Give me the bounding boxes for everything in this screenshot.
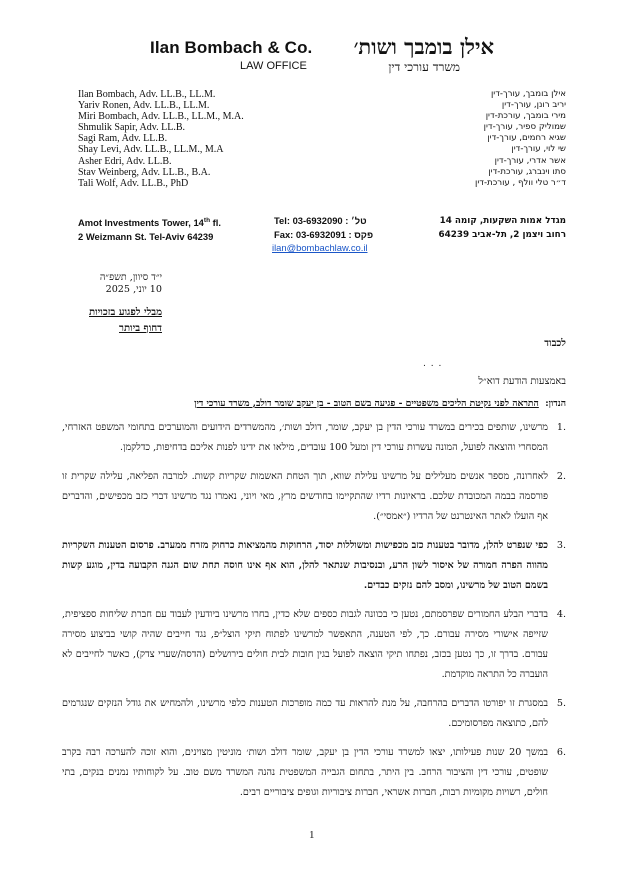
paragraph-number: .5 [556,698,566,709]
lawyers-list-en [78,89,244,189]
lawyer-en: Yariv Ronen, Adv. LL.B., LL.M. [78,100,210,112]
paragraph [62,536,566,596]
paragraph [62,605,566,685]
lawyer-en: Ilan Bombach, Adv. LL.B., LL.M. [78,89,216,100]
paragraph [62,743,566,803]
address-en-line2: 2 Weizmann St. Tel-Aviv 64239 [78,231,214,243]
paragraph-text: כפי שנפרט להלן, מדובר בטענות כזב מכפישות ומשוללות יסוד, הרחוקות מהמציאות כרחוק מזרח ממערב. פרסום הטענות השקריות מהווה הפרה חמורה של איסור לשון הרע, ובנסיבות שנתאר להלן, הוא אף אינו חוסה תחת שום הגנה הקבועה בדין, מוגע קשות בשמם הטוב של מרשינו, ומסב להם נזקים כבדים. [62,540,548,591]
lawyer-he: שי לוי, עורך-דין [511,144,566,155]
lawyers-list-he [475,89,566,189]
stamp-without-prejudice: מבלי לפגוע בזכויות [89,307,162,318]
address-he-line2: רחוב ויצמן 2, תל-אביב 64239 [438,230,566,240]
firm-name-he: אילן בומבך ושות׳ [353,34,494,59]
subject-label: הנדון: [545,398,566,409]
address-en [78,214,221,244]
subject-content: התראה לפני נקיטת הליכים משפטיים - פגיעה בשם הטוב - בן יעקב שומר דולב, משרד עורכי דין [194,398,539,409]
lawyer-en: Shmulik Sapir, Adv. LL.B. [78,122,186,134]
firm-name-en: Ilan Bombach & Co. [150,38,313,57]
paragraph-number: .3 [556,540,566,551]
stamp-urgent: דחוף ביותר [119,323,162,334]
address-en-line1: Amot Investments Tower, 14th fl. [78,217,221,229]
to-line: לכבוד [544,338,566,349]
lawyer-he: שמוליק ספיר, עורך-דין [483,122,566,133]
paragraph [62,694,566,734]
gregorian-date: 10 יוני, 2025 [105,284,162,295]
subject-line [62,398,566,409]
page-number: 1 [309,829,315,841]
paragraph-text: מרשינו, שותפים בכירים במשרד עורכי הדין בן יעקב, שומר, דולב ושות׳, מהמשרדים הידועים והמוערכים בתחומי המשפט האזרחי, המסחרי והוצאה לפועל, המונה עשרות עורכי דין ומעל 100 עובדים, מילאו את ידינו לפנות אליכם בדחיפות, כדלקמן. [62,422,548,453]
letter-stamps [89,305,162,337]
lawyer-he: שגיא רחמים, עורך-דין [487,133,566,144]
lawyer-he: סתו וינברג, עורכת-דין [488,166,566,177]
lawyer-en: Tali Wolf, Adv. LL.B., PhD [78,177,189,189]
lawyer-he: אשר אדרי, עורך-דין [494,155,566,166]
paragraph [62,467,566,527]
tel-line: Tel: 03-6932090 : טל׳ [274,215,367,226]
paragraph-text: במסגרת זו יפורטו הדברים בהרחבה, על מנת להראות עד כמה מופרכות הטענות כלפי מרשינו, ולהמחיש את גודל הנזקים שנגרמים להם, כתוצאה מפרסומיכם. [62,698,548,729]
paragraph-text: במשך 20 שנות פעילותו, יצאו למשרד עורכי הדין בן יעקב, שומר דולב ושות׳ מוניטין מצוינים, והוא זוכה להערכה רבה בקרב שופטים, עורכי דין והציבור הרחב. בין היתר, בתחום הגבייה המשפטית נהנה המשרד משם טוב. על לקוחותיו נמנים בנקים, בתי חולים, רשויות מקומיות רבות, חברות אשראי, חברות ציבוריות וגופים ציבוריים רבים. [62,747,549,798]
paragraph-number: .4 [556,609,566,620]
lawyer-he: אילן בומבך, עורך-דין [490,89,566,99]
fax-line: Fax: 03-6932091 : פקס [274,229,374,240]
letter-body [62,418,566,812]
address-he-line1: מגדל אמות השקעות, קומה 14 [439,216,566,226]
letter-dates [100,272,162,296]
lawyer-he: ד״ר טלי וולף , עורכת-דין [474,177,566,188]
addressee-placeholder: . . . [423,359,443,369]
lawyer-en: Asher Edri, Adv. LL.B. [78,155,172,167]
paragraph [62,418,566,458]
paragraph-number: .2 [556,471,566,482]
lawyer-en: Miri Bombach, Adv. LL.B., LL.M., M.A. [78,111,244,123]
address-he [438,214,566,242]
paragraph-number: .6 [556,747,566,758]
paragraph-text: בדברי הבלע החמורים שפרסמתם, נטען כי בכוונה לגבות כספים שלא כדין, בחרו מרשינו ביודעין לעבוד עם חברת שליחות ספציפית, שזייפה אישורי מסירה עבורם. כך, לפי הטענה, התאפשר למרשינו לפתוח תיקי הוצל״פ, נגד חייבים שהיה קושי בביצוע מסירה עבורם. בדרך זו, כך נטען בכזב, נפתחו תיקי הוצאה לפועל בגין חובות לבית חולים בירושלים (הדסה/שערי צדק), כאשר לחייבים לא הועברה כל התראה מוקדמת. [62,609,548,680]
paragraph-text: לאחרונה, מספר אנשים מעלילים על מרשינו עלילת שווא, תוך הטחת האשמות שקריות קשות. למרבה הפליאה, עלילה שקרית זו פורסמה בבמה המכובדת שלכם. בראיונות רדיו שהתקיימו בחודשים מרץ, מאי ויוני, נאמרו נגד מרשינו דברי כזב מכפישים, והדברים אף הועלו לאתר האינטרנט של הרדיו (״אמסי״). [62,471,548,522]
firm-sub-he: משרד עורכי דין [388,60,460,74]
lawyer-en: Shay Levi, Adv. LL.B., LL.M., M.A [78,144,224,156]
lawyer-en: Stav Weinberg, Adv. LL.B., B.A. [78,166,211,178]
delivery-method: באמצעות הודעת דוא״ל [478,376,566,387]
phone-fax [274,214,373,242]
lawyer-en: Sagi Ram, Adv. LL.B. [78,133,168,145]
paragraph-number: .1 [556,422,566,433]
lawyer-he: מירי בומבך, עורכת-דין [485,111,566,122]
firm-sub-en: LAW OFFICE [240,60,307,72]
hebrew-date: י״ד סיוון, תשפ״ה [99,272,162,283]
email-link[interactable]: ilan@bombachlaw.co.il [272,242,368,253]
lawyer-he: יריב רונן, עורך-דין [501,100,566,111]
